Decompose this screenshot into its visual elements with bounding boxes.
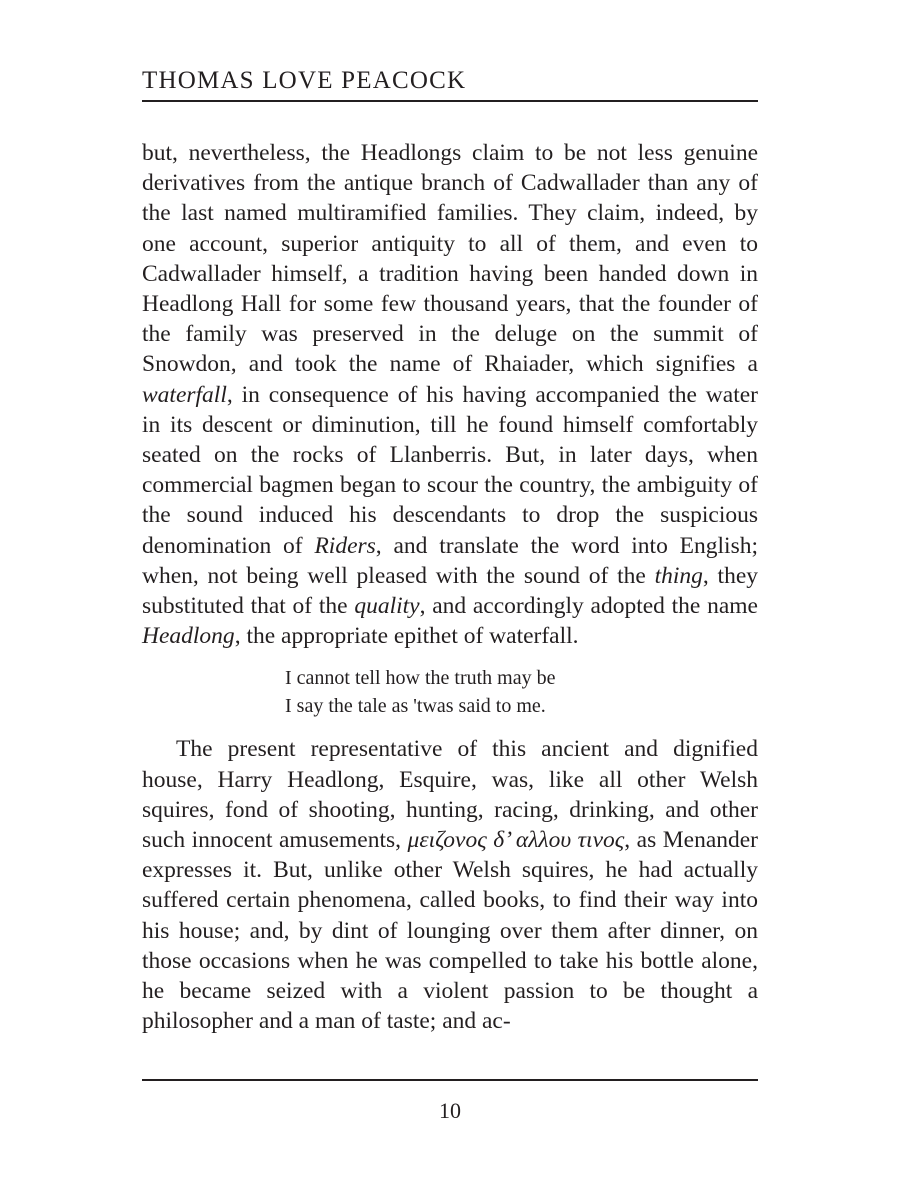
text-run: , and accordingly adopted the name — [419, 593, 758, 620]
verse-line: I cannot tell how the truth may be — [285, 667, 556, 690]
paragraph-1 — [142, 138, 758, 651]
body-text — [142, 138, 758, 1036]
text-run: , as Menander expresses it. But, unlike other Welsh squires, he had actually suffered certain phenomena, called books, to find their way into his house; and, by dint of lounging over them after dinner, on those occasions when he was compelled to take his bottle alone, he became seized with a violent passion to be thought a philosopher and a man of taste; and ac- — [142, 827, 759, 1035]
greek-quotation: μειζονος δ’ αλλου τινος — [407, 827, 625, 854]
paragraph-2 — [142, 734, 758, 1036]
text-run: , in consequence of his having accompanied the water in its descent or diminution, till he found himself comfortably seated on the rocks of Llanberris. But, in later days, when commercial bagmen began to scour the country, the ambiguity of the sound induced his descendants to drop the suspicious denomination of — [142, 381, 758, 559]
verse-quote — [142, 664, 758, 720]
header-rule — [142, 100, 758, 102]
running-head: THOMAS LOVE PEACOCK — [142, 67, 467, 94]
book-page — [142, 0, 758, 1200]
italic-word-riders: Riders — [314, 532, 376, 559]
text-run: but, nevertheless, the Headlongs claim to be not less genuine derivatives from the antique branch of Cadwallader than any of the last named multiramified families. They claim, indeed, by one account, superior antiquity to all of them, and even to Cadwallader himself, a tradition having been handed down in Headlong Hall for some few thousand years, that the founder of the family was preserved in the deluge on the summit of Snowdon, and took the name of Rhaiader, which signifies a — [142, 140, 758, 378]
page-number: 10 — [439, 1098, 461, 1123]
footer-rule — [142, 1079, 758, 1081]
italic-word-waterfall: waterfall — [142, 381, 227, 408]
text-run: , they substituted that of the — [142, 562, 758, 620]
italic-word-quality: quality — [354, 593, 420, 620]
verse-line: I say the tale as 'twas said to me. — [285, 695, 546, 718]
text-run: , the appropriate epithet of waterfall. — [234, 623, 579, 650]
text-run: , and translate the word into English; when, not being well pleased with the sound of the — [142, 532, 758, 589]
text-run: The present representative of this ancient and dignified house, Harry Headlong, Esquire, was, like all other Welsh squires, fond of shooting, hunting, racing, drinking, and other such innocent amusements, — [142, 736, 758, 854]
italic-word-headlong: Headlong — [142, 623, 235, 650]
italic-word-thing: thing — [654, 562, 703, 589]
